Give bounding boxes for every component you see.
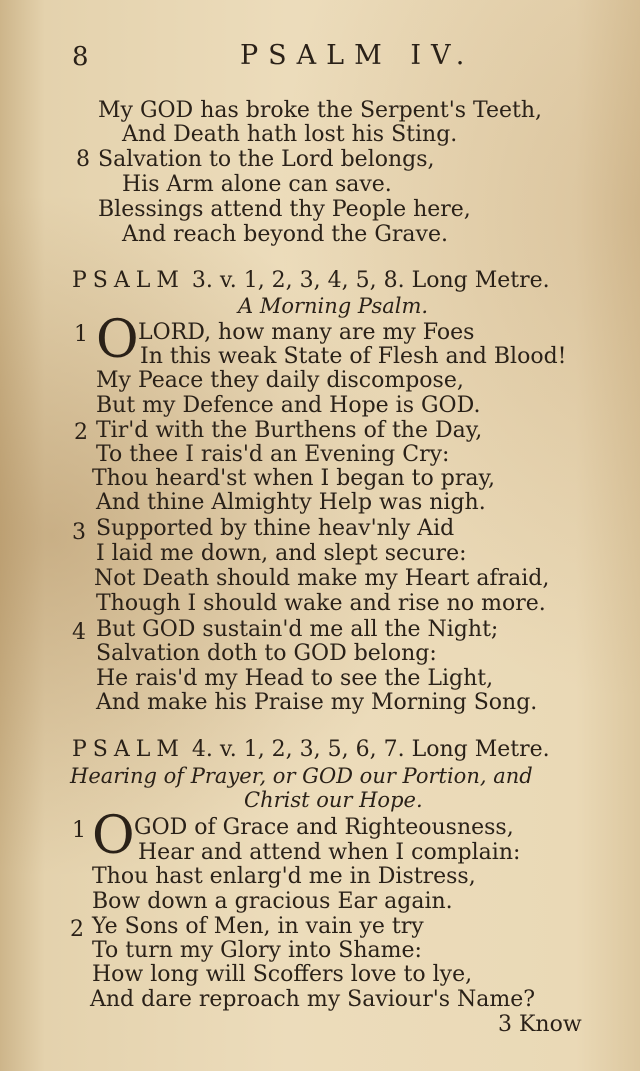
psalm-subtitle: Hearing of Prayer, or GOD our Portion, and <box>70 764 533 788</box>
psalm-heading <box>72 268 550 293</box>
verse-line: He rais'd my Head to see the Light, <box>96 666 494 691</box>
psalm-metre: Long Metre. <box>411 737 550 762</box>
verse-line: Ye Sons of Men, in vain ye try <box>92 914 424 939</box>
psalm-subtitle: Christ our Hope. <box>244 788 423 812</box>
verse-line: I laid me down, and slept secure: <box>96 541 467 566</box>
psalm-subtitle: A Morning Psalm. <box>238 294 429 318</box>
verse-line: And thine Almighty Help was nigh. <box>96 490 486 515</box>
verse-line: Tir'd with the Burthens of the Day, <box>96 418 483 443</box>
verse-line: How long will Scoffers love to lye, <box>92 962 473 987</box>
verse-line: Blessings attend thy People here, <box>98 197 471 222</box>
verse-line: Hear and attend when I complain: <box>138 840 521 865</box>
verse-number: 2 <box>74 420 88 445</box>
drop-capital: O <box>96 310 139 370</box>
verse-line: To turn my Glory into Shame: <box>92 938 422 963</box>
verse-line: And make his Praise my Morning Song. <box>96 690 538 715</box>
psalm-metre: Long Metre. <box>411 268 550 293</box>
verse-line: Though I should wake and rise no more. <box>96 591 546 616</box>
verse-line: My GOD has broke the Serpent's Teeth, <box>98 98 543 123</box>
verse-line: But GOD sustain'd me all the Night; <box>96 617 499 642</box>
verse-number: 8 <box>76 147 90 172</box>
running-title: PSALM IV. <box>240 40 475 71</box>
verse-line: LORD, how many are my Foes <box>138 320 475 345</box>
verse-number: 4 <box>72 620 86 645</box>
verse-line: And Death hath lost his Sting. <box>122 122 458 147</box>
psalm-heading <box>72 737 550 762</box>
verse-number: 2 <box>70 917 84 942</box>
verse-line: And reach beyond the Grave. <box>122 222 448 247</box>
verse-line: To thee I rais'd an Evening Cry: <box>96 442 450 467</box>
verse-line: And dare reproach my Saviour's Name? <box>90 987 536 1012</box>
drop-capital: O <box>92 806 135 866</box>
verse-number: 1 <box>74 322 88 347</box>
verse-line: GOD of Grace and Righteousness, <box>134 815 514 840</box>
verse-line: In this weak State of Flesh and Blood! <box>140 344 567 369</box>
psalm-verses: 4. v. 1, 2, 3, 5, 6, 7. <box>191 737 405 762</box>
psalm-word: PSALM <box>72 737 185 762</box>
verse-line: His Arm alone can save. <box>122 172 392 197</box>
page-number: 8 <box>72 42 89 72</box>
verse-line: Salvation to the Lord belongs, <box>98 147 435 172</box>
verse-line: Bow down a gracious Ear again. <box>92 889 453 914</box>
verse-number: 3 <box>72 520 86 545</box>
verse-line: Salvation doth to GOD belong: <box>96 641 437 666</box>
psalm-word: PSALM <box>72 268 185 293</box>
verse-line: My Peace they daily discompose, <box>96 368 464 393</box>
verse-line: Not Death should make my Heart afraid, <box>94 566 550 591</box>
verse-line: Thou hast enlarg'd me in Distress, <box>92 864 476 889</box>
verse-line: But my Defence and Hope is GOD. <box>96 393 481 418</box>
verse-number: 1 <box>72 818 86 843</box>
catchword: 3 Know <box>498 1012 582 1037</box>
verse-line: Supported by thine heav'nly Aid <box>96 516 455 541</box>
psalm-verses: 3. v. 1, 2, 3, 4, 5, 8. <box>191 268 405 293</box>
verse-line: Thou heard'st when I began to pray, <box>92 466 495 491</box>
